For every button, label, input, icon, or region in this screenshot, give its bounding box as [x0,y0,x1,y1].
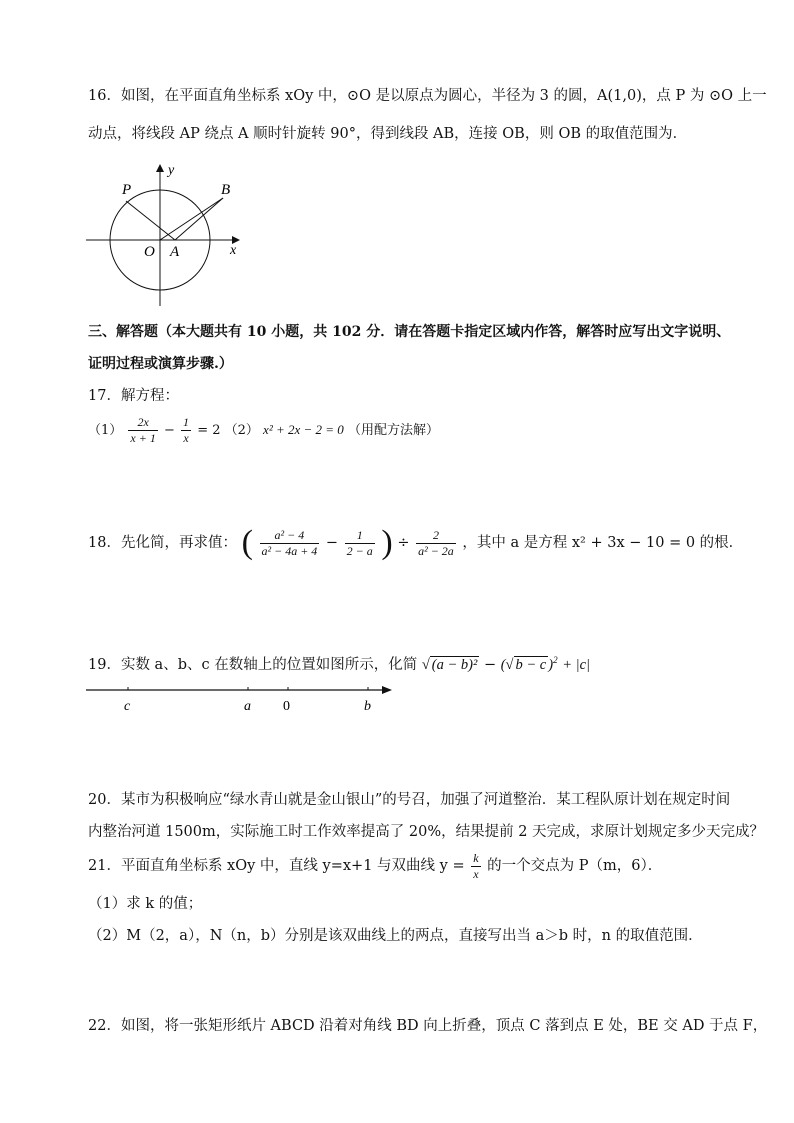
q19-sqrt2: (√ b − c )$^2$ [500,655,558,673]
q21-part2: （2）M（2，a），N（n，b）分别是该双曲线上的两点，直接写出当 a＞b 时，n 的取值范围． [88,928,703,944]
q18-frac1-den: a² − 4a + 4 [261,543,318,558]
q17-frac1-den: x + 1 [130,431,156,445]
q18-frac1-num: a² − 4 [260,528,320,544]
q17-frac1-num: 2x [128,415,157,431]
q18-tail: ，其中 a 是方程 x² + 3x − 10 = 0 的根． [462,535,744,551]
q19-minus: − [483,656,497,673]
q18-frac2 [345,528,375,559]
q18-frac2-den: 2 − a [346,543,373,558]
q18-div: ÷ [397,535,410,551]
q19-abs: + |c| [562,656,591,673]
q19-line [88,648,590,677]
q16-line2: 动点，将线段 AP 绕点 A 顺时针旋转 90°，得到线段 AB，连接 OB，则 OB 的取值范围为． [88,126,688,142]
q17-eq1-rhs: = 2 [197,423,221,438]
q21-line [88,848,662,884]
number-line-arrow [382,686,392,694]
segment-ap [126,201,175,240]
q18-frac2-num: 1 [345,528,375,544]
q19-expr1: (a − b)² [431,656,478,673]
label-0: 0 [283,699,290,714]
q17-part2-label: （2） [224,423,259,438]
q16-figure [82,158,252,310]
q19-number-line [86,682,396,716]
q21-tail: 的一个交点为 P（m，6）． [487,858,663,874]
q20-line1: 20．某市为积极响应“绿水青山就是金山银山”的号召，加强了河道整治．某工程队原计划在规定时间 [88,792,731,808]
q17-frac1 [128,415,157,446]
q18-left-paren: ( [241,524,253,561]
q22-line1: 22．如图，将一张矩形纸片 ABCD 沿着对角线 BD 向上折叠，顶点 C 落到点 E 处，BE 交 AD 于点 F， [88,1018,768,1034]
q17-part1-label: （1） [88,423,123,438]
q17-frac2-den: x [183,431,189,445]
q17-frac2 [181,415,191,446]
q19-lead: 19．实数 a、b、c 在数轴上的位置如图所示，化简 [88,656,418,673]
label-a: a [244,699,251,714]
q18-minus: − [325,535,339,551]
q17-title: 17．解方程： [88,388,179,404]
label-b: b [364,699,371,714]
q17-eq2: x² + 2x − 2 = 0 [263,422,344,437]
q21-frac [471,851,480,882]
q17-minus: − [164,423,175,438]
section3-line2: 证明过程或演算步骤.） [88,356,233,372]
q21-frac-num: k [473,850,479,865]
label-a: A [170,244,180,260]
segment-ab [175,198,223,240]
label-c: c [124,699,131,714]
q17-method: （用配方法解） [347,423,439,438]
q18-frac3-den: a² − 2a [418,543,454,558]
q19-sqrt1: √ (a − b)² [421,656,478,673]
q18-frac3 [416,528,456,559]
q21-frac-den: x [473,866,479,881]
label-p: P [122,182,132,198]
q18-lead: 18．先化简，再求值： [88,535,237,551]
section3-line1: 三、解答题（本大题共有 10 小题，共 102 分．请在答题卡指定区域内作答，解答时应写出文字说明、 [88,324,731,340]
q18-line [88,518,743,568]
q21-lead: 21．平面直角坐标系 xOy 中，直线 y=x+1 与双曲线 y = [88,858,465,874]
q16-line1: 16．如图，在平面直角坐标系 xOy 中，⊙O 是以原点为圆心，半径为 3 的圆，A(1,0)，点 P 为 ⊙O 上一 [88,88,767,104]
q18-frac3-num: 2 [416,528,456,544]
q21-part1: （1）求 k 的值； [88,896,203,912]
q19-expr2: b − c [515,656,547,673]
label-y: y [168,163,175,178]
segment-ob [160,198,223,240]
q20-line2: 内整治河道 1500m，实际施工时工作效率提高了 20%，结果提前 2 天完成，求原计划规定多少天完成？ [88,824,765,840]
q18-frac1 [260,528,320,559]
label-x: x [230,243,237,258]
q17-frac2-num: 1 [183,415,190,429]
q18-right-paren: ) [381,524,393,561]
label-b: B [221,182,231,198]
y-axis-arrow [156,164,164,172]
label-o: O [144,244,155,260]
q17-equations [88,412,439,449]
